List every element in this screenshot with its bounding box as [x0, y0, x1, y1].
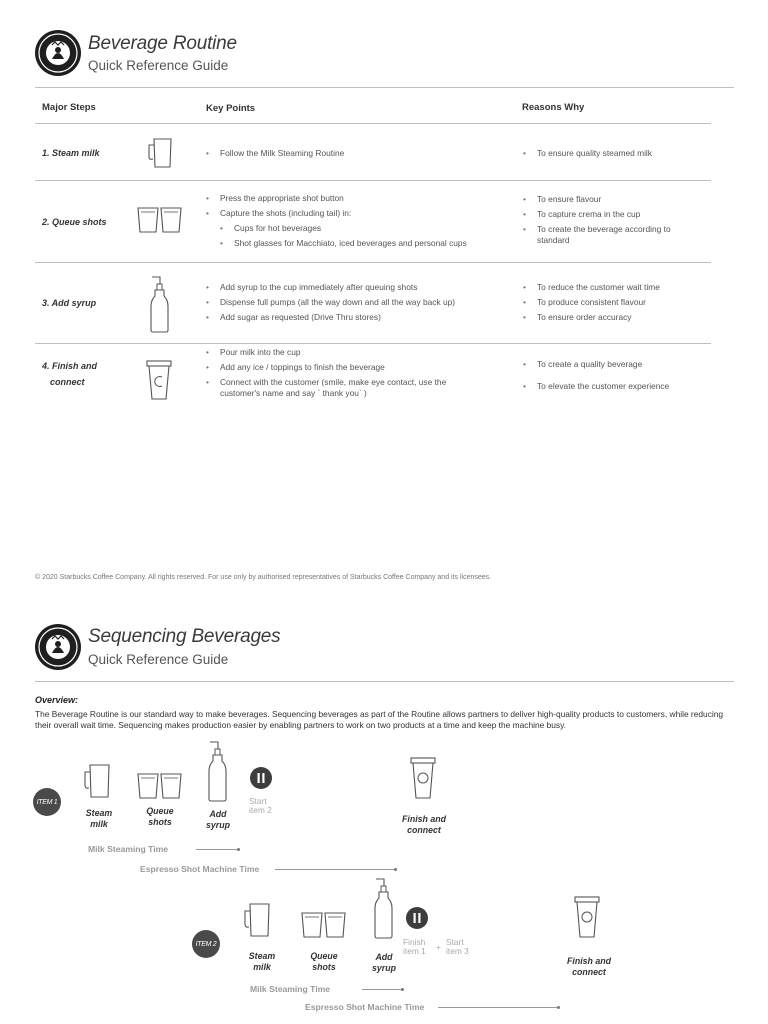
- item2-steam-label: Steam milk: [248, 951, 276, 972]
- shot-glasses-icon: [136, 772, 184, 805]
- page-title: Sequencing Beverages: [88, 626, 281, 647]
- list-item: • To create a quality beverage: [523, 359, 713, 370]
- list-item: • Add syrup to the cup immediately after queuing shots: [206, 282, 506, 293]
- timeline-end-dot: [557, 1006, 560, 1009]
- pitcher-icon: [240, 901, 274, 944]
- item2-finish-item1: Finish item 1: [403, 937, 426, 957]
- list-item: • Capture the shots (including tail) in:: [206, 208, 506, 219]
- item2-milk-timeline: [362, 989, 402, 990]
- step-add-syrup: 3. Add syrup: [42, 298, 97, 308]
- starbucks-logo: [35, 30, 81, 76]
- list-item: • Add sugar as requested (Drive Thru stores): [206, 312, 506, 323]
- row1-key-points: [206, 148, 506, 163]
- col-header-reasons: Reasons Why: [522, 102, 585, 113]
- table-header-divider: [35, 123, 711, 124]
- item2-syrup-label: Add syrup: [372, 952, 396, 973]
- step-finish-and-connect-2: connect: [50, 377, 85, 387]
- pitcher-icon: [144, 136, 176, 175]
- item2-plus: +: [436, 942, 441, 952]
- list-item: • Shot glasses for Macchiato, iced beverages and personal cups: [206, 238, 506, 249]
- list-item: • Dispense full pumps (all the way down and all the way back up): [206, 297, 506, 308]
- list-item: • To ensure order accuracy: [523, 312, 713, 323]
- item2-espresso-timeline: [438, 1007, 558, 1008]
- row4-reasons: [523, 359, 713, 396]
- list-item: • To elevate the customer experience: [523, 381, 713, 392]
- pause-icon: [250, 767, 272, 789]
- timeline-end-dot: [237, 848, 240, 851]
- pause-icon: [406, 907, 428, 929]
- list-item: • To create the beverage according to standard: [523, 224, 693, 245]
- item2-start-item3: Start item 3: [446, 937, 469, 957]
- item1-finish-label: Finish and connect: [402, 814, 446, 835]
- header-divider: [35, 681, 734, 682]
- row-divider: [35, 262, 711, 263]
- item2-finish-label: Finish and connect: [567, 956, 611, 977]
- page-title: Beverage Routine: [88, 33, 237, 54]
- item2-badge: ITEM 2: [192, 930, 220, 958]
- syrup-bottle-icon: [206, 739, 228, 808]
- list-item: • To ensure quality steamed milk: [523, 148, 713, 159]
- cup-icon: [145, 359, 173, 406]
- row3-key-points: [206, 282, 506, 327]
- page-subtitle: Quick Reference Guide: [88, 58, 229, 73]
- item1-badge: ITEM 1: [33, 788, 61, 816]
- item1-espresso-timeline: [275, 869, 395, 870]
- item2-milk-steaming-time: Milk Steaming Time: [250, 984, 331, 994]
- item1-queue-label: Queue shots: [146, 806, 174, 827]
- header-divider: [35, 87, 734, 88]
- list-item: • Cups for hot beverages: [206, 223, 506, 234]
- syrup-bottle-icon: [148, 274, 170, 339]
- list-item: • Press the appropriate shot button: [206, 193, 506, 204]
- timeline-end-dot: [394, 868, 397, 871]
- list-item: • To ensure flavour: [523, 194, 693, 205]
- copyright-footer: © 2020 Starbucks Coffee Company. All rights reserved. For use only by authorised representatives of Starbucks Coffee Company and its licensees.: [35, 574, 492, 581]
- step-queue-shots: 2. Queue shots: [42, 217, 107, 227]
- item2-queue-label: Queue shots: [310, 951, 338, 972]
- list-item: • Add any ice / toppings to finish the beverage: [206, 362, 481, 373]
- col-header-steps: Major Steps: [42, 102, 96, 113]
- list-item: • To produce consistent flavour: [523, 297, 713, 308]
- syrup-bottle-icon: [372, 876, 394, 945]
- list-item: • Connect with the customer (smile, make eye contact, use the customer's name and say ` thank you` ): [206, 377, 481, 398]
- item2-espresso-time: Espresso Shot Machine Time: [305, 1002, 425, 1012]
- cup-icon: [573, 895, 601, 944]
- pitcher-icon: [80, 762, 114, 805]
- list-item: • Follow the Milk Steaming Routine: [206, 148, 506, 159]
- row2-key-points: [206, 193, 506, 253]
- overview-heading: Overview:: [35, 695, 79, 705]
- row4-key-points: [206, 347, 481, 403]
- item1-espresso-time: Espresso Shot Machine Time: [140, 864, 260, 874]
- cup-icon: [409, 756, 437, 805]
- row3-reasons: [523, 282, 713, 327]
- row-divider: [35, 343, 711, 344]
- overview-text: The Beverage Routine is our standard way to make beverages. Sequencing beverages as part of the Routine allows partners to deliver high-quality products to customers, while reducing their overall wait time. Sequencing makes production easier by enabling partners to work on two products at a time and keep the machine busy.: [35, 709, 724, 731]
- item1-milk-timeline: [196, 849, 238, 850]
- item1-syrup-label: Add syrup: [206, 809, 230, 830]
- col-header-points: Key Points: [206, 103, 256, 114]
- timeline-end-dot: [401, 988, 404, 991]
- step-steam-milk: 1. Steam milk: [42, 148, 100, 158]
- item1-steam-label: Steam milk: [85, 808, 113, 829]
- list-item: • To capture crema in the cup: [523, 209, 693, 220]
- shot-glasses-icon: [300, 911, 348, 944]
- page-subtitle: Quick Reference Guide: [88, 652, 229, 667]
- item1-milk-steaming-time: Milk Steaming Time: [88, 844, 169, 854]
- row-divider: [35, 180, 711, 181]
- row2-reasons: [523, 194, 693, 250]
- starbucks-logo: [35, 624, 81, 670]
- list-item: • Pour milk into the cup: [206, 347, 481, 358]
- shot-glasses-icon: [136, 206, 184, 239]
- step-finish-and-connect: 4. Finish and: [42, 361, 98, 371]
- item1-start-item2: Start item 2: [249, 796, 272, 816]
- list-item: • To reduce the customer wait time: [523, 282, 713, 293]
- row1-reasons: [523, 148, 713, 163]
